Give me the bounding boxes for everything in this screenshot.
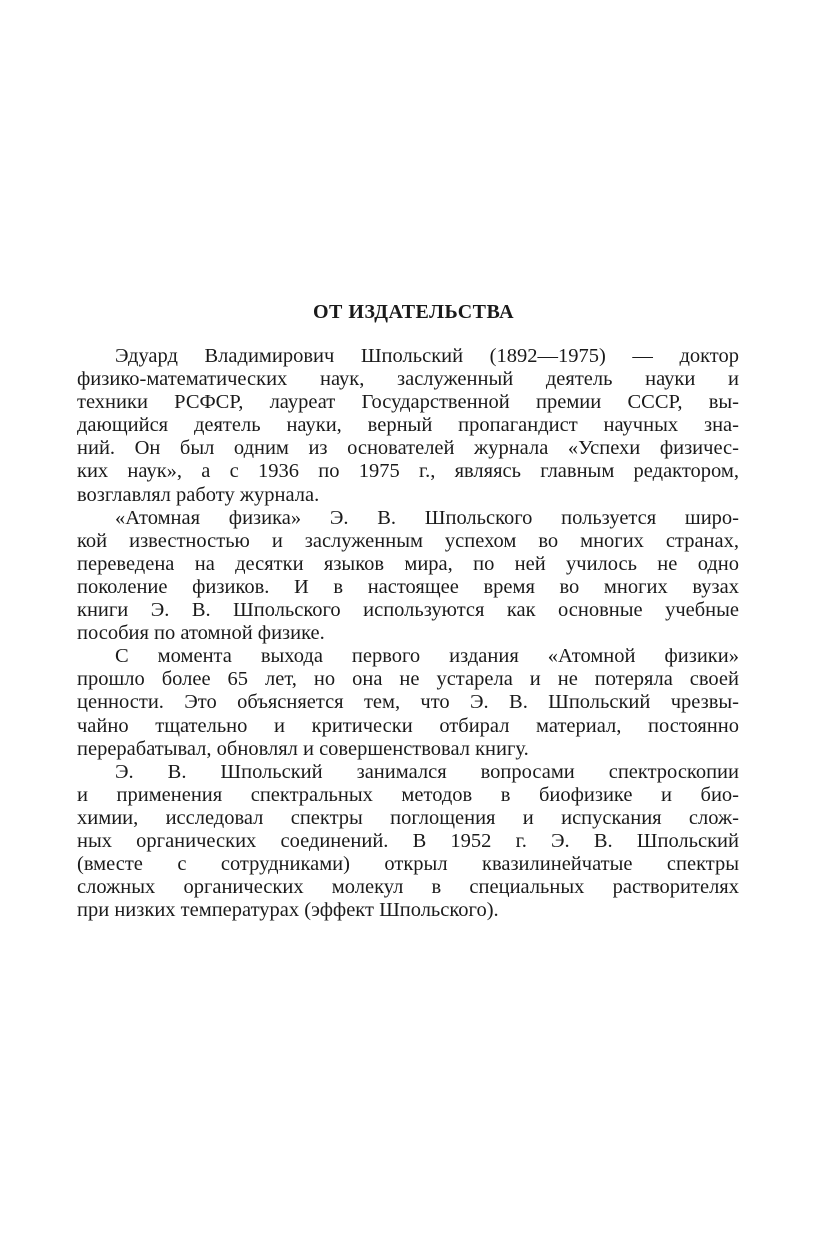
text-line: ных органических соединений. В 1952 г. Э. В. Шпольский: [77, 829, 739, 852]
text-line: ний. Он был одним из основателей журнала «Успехи физичес-: [77, 437, 739, 460]
text-line: кой известностью и заслуженным успехом во многих странах,: [77, 529, 739, 552]
text-line: пособия по атомной физике.: [77, 622, 325, 645]
text-line: возглавлял работу журнала.: [77, 483, 320, 506]
paragraph-first-edition: [77, 645, 739, 760]
text-line: поколение физиков. И в настоящее время во многих вузах: [77, 575, 739, 598]
body-text: [77, 345, 739, 922]
text-line: прошло более 65 лет, но она не устарела и не потеряла своей: [77, 668, 739, 691]
text-line: ких наук», а с 1936 по 1975 г., являясь главным редактором,: [77, 460, 739, 483]
text-line: техники РСФСР, лауреат Государственной премии СССР, вы-: [77, 391, 739, 414]
text-line: (вместе с сотрудниками) открыл квазилинейчатые спектры: [77, 853, 739, 876]
text-line: книги Э. В. Шпольского используются как основные учебные: [77, 599, 739, 622]
text-line: Э. В. Шпольский занимался вопросами спектроскопии: [115, 760, 739, 783]
page-title: ОТ ИЗДАТЕЛЬСТВА: [312, 301, 515, 323]
text-line: Эдуард Владимирович Шпольский (1892—1975) — доктор: [115, 345, 739, 367]
text-line: дающийся деятель науки, верный пропагандист научных зна-: [77, 414, 739, 437]
text-line: С момента выхода первого издания «Атомной физики»: [115, 645, 739, 668]
text-line: чайно тщательно и критически отбирал материал, постоянно: [77, 714, 739, 737]
paragraph-research: [77, 761, 739, 923]
text-line: сложных органических молекул в специальных растворителях: [77, 876, 739, 899]
text-line: «Атомная физика» Э. В. Шпольского пользуется широ-: [115, 506, 739, 529]
text-line: перерабатывал, обновлял и совершенствовал книгу.: [77, 737, 529, 760]
paragraph-biography: [77, 345, 739, 507]
text-line: физико-математических наук, заслуженный деятель науки и: [77, 368, 739, 391]
text-line: и применения спектральных методов в биофизике и био-: [77, 783, 739, 806]
text-line: переведена на десятки языков мира, по ней училось не одно: [77, 552, 739, 575]
text-line: ценности. Это объясняется тем, что Э. В. Шпольский чрезвы-: [77, 691, 739, 714]
text-line: при низких температурах (эффект Шпольского).: [77, 899, 499, 922]
paragraph-book-reputation: [77, 507, 739, 646]
text-line: химии, исследовал спектры поглощения и испускания слож-: [77, 806, 739, 829]
